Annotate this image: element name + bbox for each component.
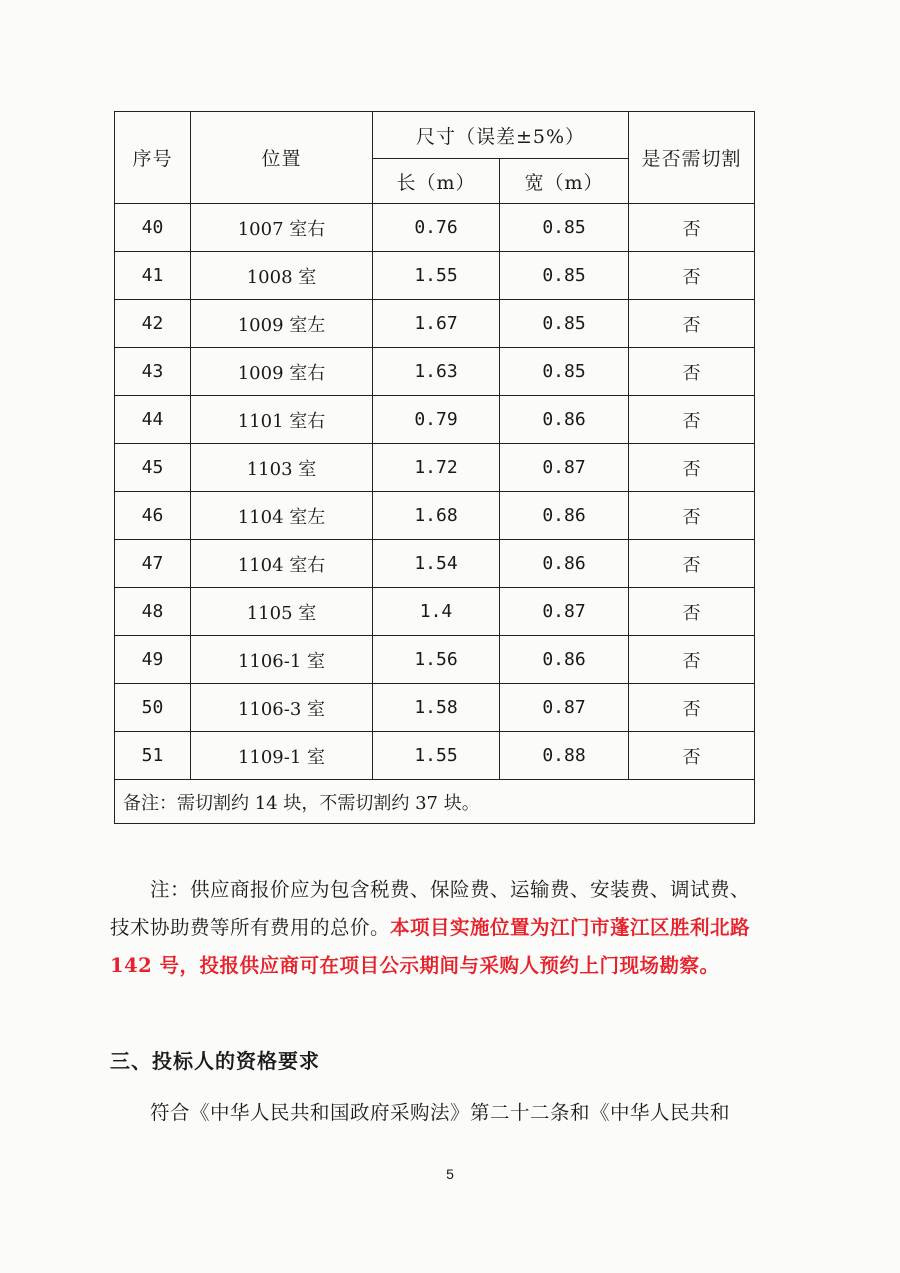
cell-index: 47 xyxy=(115,540,191,588)
cell-width: 0.87 xyxy=(500,444,629,492)
cell-cut: 否 xyxy=(629,732,755,780)
cell-length: 1.4 xyxy=(373,588,500,636)
table-row xyxy=(115,636,755,684)
table-row xyxy=(115,732,755,780)
cell-length: 1.56 xyxy=(373,636,500,684)
cell-cut: 否 xyxy=(629,300,755,348)
cell-location: 1106-3 室 xyxy=(191,684,373,732)
cell-length: 1.68 xyxy=(373,492,500,540)
table-row xyxy=(115,540,755,588)
cell-width: 0.87 xyxy=(500,588,629,636)
cell-location: 1009 室左 xyxy=(191,300,373,348)
header-size-group: 尺寸（误差±5%） xyxy=(373,112,629,159)
cell-cut: 否 xyxy=(629,540,755,588)
cell-location: 1103 室 xyxy=(191,444,373,492)
cell-length: 1.55 xyxy=(373,732,500,780)
cell-length: 1.67 xyxy=(373,300,500,348)
cell-index: 48 xyxy=(115,588,191,636)
table-note-row xyxy=(115,780,755,824)
cell-length: 1.58 xyxy=(373,684,500,732)
cell-location: 1101 室右 xyxy=(191,396,373,444)
page-number: 5 xyxy=(446,1166,454,1182)
cell-cut: 否 xyxy=(629,684,755,732)
cell-cut: 否 xyxy=(629,348,755,396)
cell-index: 50 xyxy=(115,684,191,732)
table-row xyxy=(115,588,755,636)
table-row xyxy=(115,204,755,252)
table-row xyxy=(115,396,755,444)
cell-length: 1.55 xyxy=(373,252,500,300)
site-survey-highlight: 本项目实施位置为江门市蓬江区胜利北路 142 号，投报供应商可在项目公示期间与采购人预约上门现场勘察。 xyxy=(110,916,751,977)
table-row xyxy=(115,684,755,732)
cell-location: 1008 室 xyxy=(191,252,373,300)
cell-location: 1106-1 室 xyxy=(191,636,373,684)
cell-width: 0.85 xyxy=(500,300,629,348)
table-row xyxy=(115,444,755,492)
header-location: 位置 xyxy=(191,112,373,204)
cell-width: 0.86 xyxy=(500,540,629,588)
cell-width: 0.87 xyxy=(500,684,629,732)
cell-width: 0.88 xyxy=(500,732,629,780)
cell-length: 0.79 xyxy=(373,396,500,444)
cell-index: 42 xyxy=(115,300,191,348)
cell-cut: 否 xyxy=(629,444,755,492)
cell-location: 1007 室右 xyxy=(191,204,373,252)
cell-index: 41 xyxy=(115,252,191,300)
cell-length: 1.54 xyxy=(373,540,500,588)
price-note-text: 注：供应商报价应为包含税费、保险费、运输费、安装费、调试费、技术协助费等所有费用的总价。 xyxy=(110,878,751,939)
table-row xyxy=(115,492,755,540)
cell-location: 1009 室右 xyxy=(191,348,373,396)
header-cut: 是否需切割 xyxy=(629,112,755,204)
cell-length: 1.63 xyxy=(373,348,500,396)
table-note: 备注：需切割约 14 块，不需切割约 37 块。 xyxy=(115,780,755,824)
cell-index: 51 xyxy=(115,732,191,780)
cell-length: 1.72 xyxy=(373,444,500,492)
cell-width: 0.85 xyxy=(500,252,629,300)
price-note-paragraph xyxy=(110,871,760,985)
cell-location: 1104 室左 xyxy=(191,492,373,540)
cell-width: 0.86 xyxy=(500,396,629,444)
cell-index: 49 xyxy=(115,636,191,684)
cell-width: 0.86 xyxy=(500,492,629,540)
header-length: 长（m） xyxy=(373,159,500,204)
cell-index: 44 xyxy=(115,396,191,444)
cell-index: 45 xyxy=(115,444,191,492)
cell-cut: 否 xyxy=(629,396,755,444)
cell-index: 43 xyxy=(115,348,191,396)
table-row xyxy=(115,252,755,300)
cell-index: 46 xyxy=(115,492,191,540)
table-row xyxy=(115,300,755,348)
cell-length: 0.76 xyxy=(373,204,500,252)
cell-cut: 否 xyxy=(629,636,755,684)
qualification-paragraph: 符合《中华人民共和国政府采购法》第二十二条和《中华人民共和 xyxy=(150,1101,731,1124)
size-table xyxy=(114,111,755,824)
cell-cut: 否 xyxy=(629,252,755,300)
cell-width: 0.85 xyxy=(500,348,629,396)
cell-index: 40 xyxy=(115,204,191,252)
cell-width: 0.86 xyxy=(500,636,629,684)
table-row xyxy=(115,348,755,396)
section-heading: 三、投标人的资格要求 xyxy=(110,1049,320,1073)
table-body xyxy=(115,204,755,824)
header-index: 序号 xyxy=(115,112,191,204)
header-width: 宽（m） xyxy=(500,159,629,204)
cell-cut: 否 xyxy=(629,588,755,636)
cell-location: 1104 室右 xyxy=(191,540,373,588)
cell-location: 1109-1 室 xyxy=(191,732,373,780)
cell-cut: 否 xyxy=(629,204,755,252)
cell-width: 0.85 xyxy=(500,204,629,252)
cell-location: 1105 室 xyxy=(191,588,373,636)
cell-cut: 否 xyxy=(629,492,755,540)
